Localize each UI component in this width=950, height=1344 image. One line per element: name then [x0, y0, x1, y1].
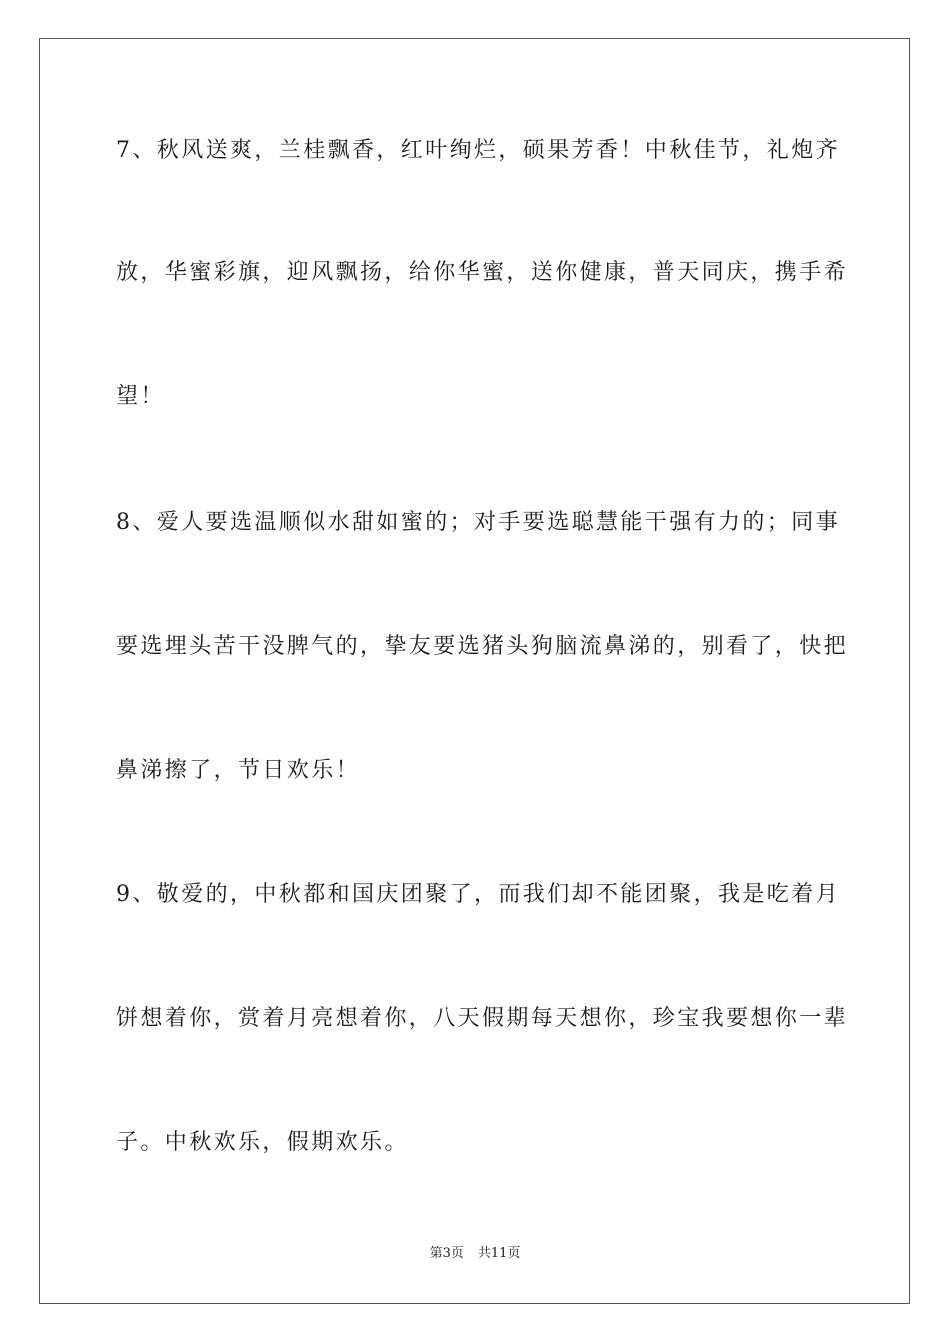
paragraph-8-line-2: 要选埋头苦干没脾气的，挚友要选猪头狗脑流鼻涕的，别看了，快把 [116, 634, 849, 659]
paragraph-9-line-2: 饼想着你，赏着月亮想着你，八天假期每天想你，珍宝我要想你一辈 [116, 1006, 849, 1031]
page-border [39, 38, 910, 1304]
page-footer [0, 1245, 950, 1263]
paragraph-7-line-2: 放，华蜜彩旗，迎风飘扬，给你华蜜，送你健康，普天同庆，携手希 [116, 260, 849, 285]
paragraph-8-line-3: 鼻涕擦了，节日欢乐！ [116, 758, 361, 783]
paragraph-7-line-3: 望！ [116, 384, 165, 409]
page-number: 第3页 [429, 1246, 464, 1261]
paragraph-9-line-1: 9、敬爱的，中秋都和国庆团聚了，而我们却不能团聚，我是吃着月 [116, 882, 840, 907]
paragraph-7-line-1: 7、秋风送爽，兰桂飘香，红叶绚烂，硕果芳香！中秋佳节，礼炮齐 [116, 138, 840, 163]
page-total: 共11页 [477, 1246, 521, 1261]
paragraph-8-line-1: 8、爱人要选温顺似水甜如蜜的；对手要选聪慧能干强有力的；同事 [116, 510, 840, 535]
paragraph-9-line-3: 子。中秋欢乐，假期欢乐。 [116, 1130, 409, 1155]
